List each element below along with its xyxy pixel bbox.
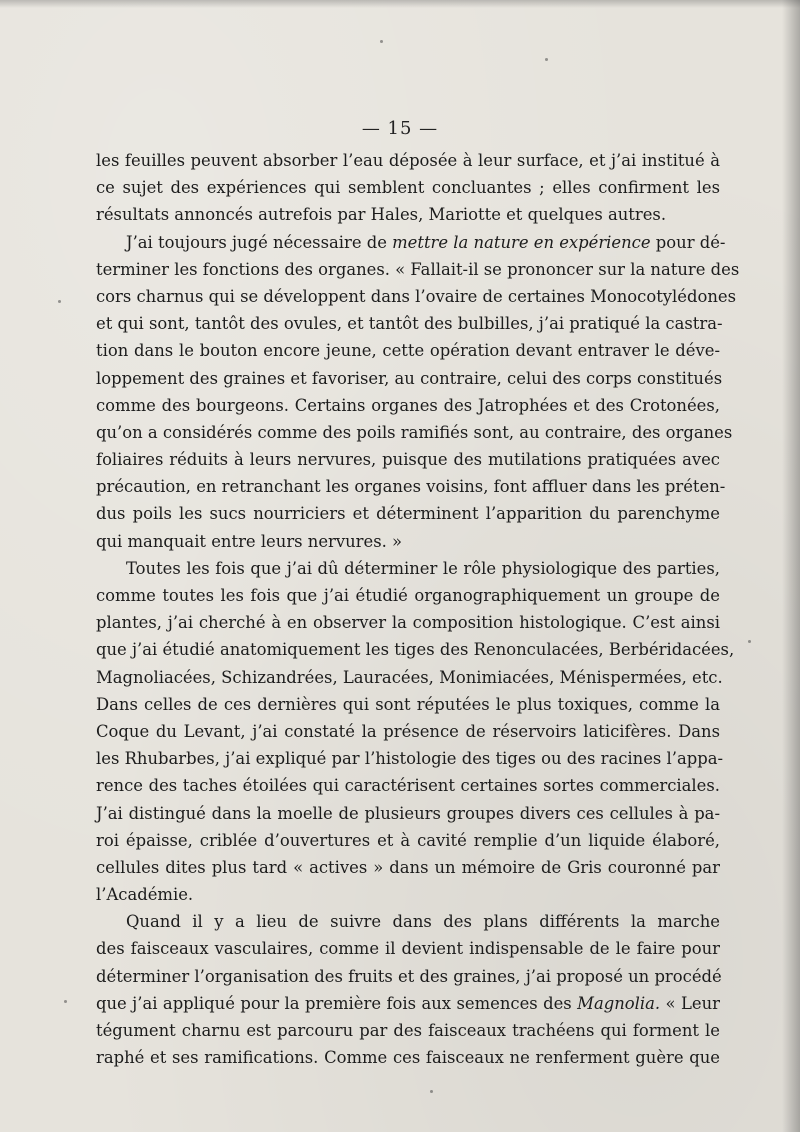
page-number: — 15 — xyxy=(361,118,439,139)
text-run: que j’ai appliqué pour la première fois aux semences des xyxy=(96,993,578,1013)
text-line: loppement des graines et favoriser, au contraire, celui des corps constitués xyxy=(96,368,723,388)
text-line: des faisceaux vasculaires, comme il devient indispensable de le faire pour xyxy=(96,939,720,959)
text-line: les feuilles peuvent absorber l’eau déposée à leur surface, et j’ai institué à xyxy=(96,151,720,170)
text-line: Toutes les fois que j’ai dû déterminer le rôle physiologique des parties, xyxy=(126,558,720,578)
text-line: rence des taches étoilées qui caractérisent certaines sortes commerciales. xyxy=(96,776,720,796)
text-line: comme des bourgeons. Certains organes des Jatrophées et des Crotonées, xyxy=(96,395,720,415)
text-line: Coque du Levant, j’ai constaté la présence de réservoirs laticifères. Dans xyxy=(96,721,720,741)
scan-speck xyxy=(748,640,751,643)
text-line: terminer les fonctions des organes. « Fallait-il se prononcer sur la nature des xyxy=(96,259,740,279)
text-line: cellules dites plus tard « actives » dans un mémoire de Gris couronné par xyxy=(96,857,720,877)
text-line: plantes, j’ai cherché à en observer la composition histologique. C’est ainsi xyxy=(96,613,720,633)
text-line: l’Académie. xyxy=(96,885,194,905)
text-line: tion dans le bouton encore jeune, cette opération devant entraver le déve- xyxy=(96,341,720,361)
text-line: résultats annoncés autrefois par Hales, Mariotte et quelques autres. xyxy=(96,205,667,225)
body-text xyxy=(96,147,740,1071)
text-run: pour dé- xyxy=(650,232,726,252)
italic-genus-name: Magnolia. xyxy=(577,993,661,1013)
scan-speck xyxy=(380,40,383,43)
text-run: J’ai toujours jugé nécessaire de xyxy=(126,232,393,252)
text-line: dus poils les sucs nourriciers et déterminent l’apparition du parenchyme xyxy=(96,504,720,524)
text-line: foliaires réduits à leurs nervures, puisque des mutilations pratiquées avec xyxy=(96,450,720,470)
scan-speck xyxy=(545,58,548,61)
page-top-shadow xyxy=(0,0,800,8)
page-right-shadow xyxy=(782,0,800,1132)
text-line: Dans celles de ces dernières qui sont réputées le plus toxiques, comme la xyxy=(96,694,720,714)
text-line: comme toutes les fois que j’ai étudié organographiquement un groupe de xyxy=(96,586,720,605)
text-line: cors charnus qui se développent dans l’ovaire de certaines Monocotylédones xyxy=(96,286,737,306)
text-line: et qui sont, tantôt des ovules, et tantôt des bulbilles, j’ai pratiqué la castra- xyxy=(96,314,723,334)
text-line xyxy=(96,990,720,1017)
scan-speck xyxy=(58,300,61,303)
italic-phrase: mettre la nature en expérience xyxy=(392,232,651,252)
text-line: précaution, en retranchant les organes voisins, font affluer dans les préten- xyxy=(96,477,726,497)
text-line: qui manquait entre leurs nervures. » xyxy=(96,531,403,551)
text-line: Magnoliacées, Schizandrées, Lauracées, Monimiacées, Ménispermées, etc. xyxy=(96,667,723,687)
scan-speck xyxy=(64,1000,67,1003)
text-line: roi épaisse, criblée d’ouvertures et à cavité remplie d’un liquide élaboré, xyxy=(96,830,720,850)
text-line: qu’on a considérés comme des poils ramifiés sont, au contraire, des organes xyxy=(96,422,733,442)
scan-speck xyxy=(430,1090,433,1093)
text-line: Quand il y a lieu de suivre dans des plans différents la marche xyxy=(126,912,720,932)
text-line xyxy=(96,229,726,256)
text-run: « Leur xyxy=(660,993,720,1013)
text-line: ce sujet des expériences qui semblent concluantes ; elles confirment les xyxy=(96,178,720,198)
text-line: raphé et ses ramifications. Comme ces faisceaux ne renferment guère que xyxy=(96,1048,720,1068)
text-line: déterminer l’organisation des fruits et des graines, j’ai proposé un procédé xyxy=(96,966,722,986)
text-line: J’ai distingué dans la moelle de plusieurs groupes divers ces cellules à pa- xyxy=(96,803,720,823)
text-line: les Rhubarbes, j’ai expliqué par l’histologie des tiges ou des racines l’appa- xyxy=(96,749,724,769)
text-line: tégument charnu est parcouru par des faisceaux trachéens qui forment le xyxy=(96,1021,720,1040)
text-line: que j’ai étudié anatomiquement les tiges des Renonculacées, Berbéridacées, xyxy=(96,640,735,660)
